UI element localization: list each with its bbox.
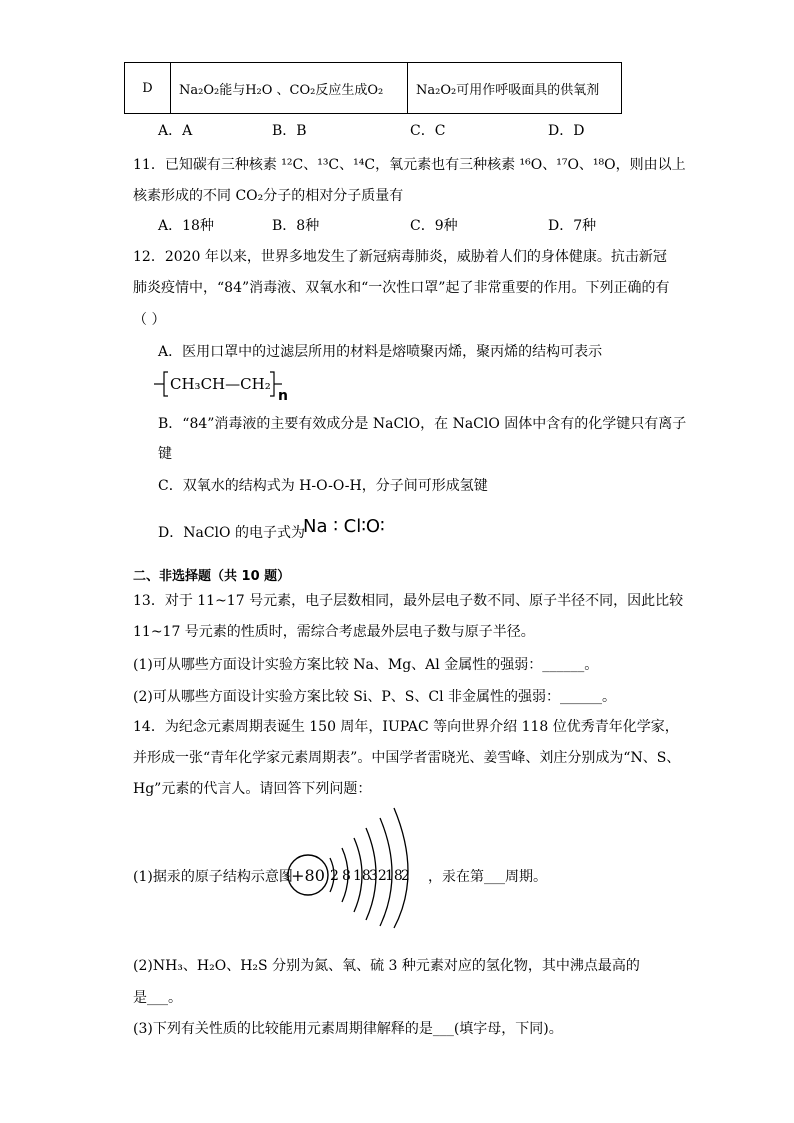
q10-choice-c[interactable]: C．C bbox=[410, 123, 446, 139]
q10-choice-d[interactable]: D．D bbox=[548, 123, 585, 139]
q12-stem-line1: 12．2020 年以来，世界多地发生了新冠病毒肺炎，威胁着人们的身体健康。抗击新冠 bbox=[133, 249, 667, 265]
q11-choice-c[interactable]: C．9种 bbox=[410, 218, 458, 234]
q13-part1: (1)可从哪些方面设计实验方案比较 Na、Mg、Al 金属性的强弱：______。 bbox=[133, 657, 599, 673]
shell-count-6: 2 bbox=[401, 868, 410, 884]
q13-stem-line2: 11~17 号元素的性质时，需综合考虑最外层电子数与原子半径。 bbox=[133, 624, 535, 640]
shell-count-2: 8 bbox=[342, 868, 351, 884]
q14-part1-prefix: (1)据汞的原子结构示意图 bbox=[133, 869, 293, 885]
polypropylene-structure bbox=[154, 370, 294, 402]
q14-stem-line1: 14．为纪念元素周期表诞生 150 周年，IUPAC 等向世界介绍 118 位优秀青年化学家， bbox=[133, 719, 679, 735]
polymer-formula: CH₃CH—CH₂ bbox=[170, 375, 271, 393]
table-cell-label: D bbox=[125, 63, 171, 114]
shell-count-1: 2 bbox=[330, 868, 339, 884]
q14-part3: (3)下列有关性质的比较能用元素周期律解释的是___(填字母，下同)。 bbox=[133, 1021, 563, 1037]
option-table bbox=[124, 62, 622, 114]
q12-option-b-line1[interactable]: B．“84”消毒液的主要有效成分是 NaClO，在 NaClO 固体中含有的化学键只有离子 bbox=[158, 416, 687, 432]
q11-choice-b[interactable]: B．8种 bbox=[272, 218, 320, 234]
table-cell-use: Na₂O₂可用作呼吸面具的供氧剂 bbox=[408, 63, 622, 114]
q12-option-c[interactable]: C．双氧水的结构式为 H-O-O-H，分子间可形成氢键 bbox=[158, 478, 488, 494]
q12-option-d[interactable]: D．NaClO 的电子式为 bbox=[158, 525, 305, 541]
q11-choice-d[interactable]: D．7种 bbox=[548, 218, 597, 234]
q11-choice-a[interactable]: A．18种 bbox=[158, 218, 214, 234]
q11-stem-line1: 11．已知碳有三种核素 ¹²C、¹³C、¹⁴C，氧元素也有三种核素 ¹⁶O、¹⁷O、¹⁸O，则由以上 bbox=[133, 157, 686, 173]
q14-stem-line2: 并形成一张“青年化学家元素周期表”。中国学者雷晓光、姜雪峰、刘庄分别成为“N、S、 bbox=[133, 750, 681, 766]
q10-choice-b[interactable]: B．B bbox=[272, 123, 307, 139]
q13-stem-line1: 13．对于 11~17 号元素，电子层数相同，最外层电子数不同、原子半径不同，因此比较 bbox=[133, 593, 684, 609]
q13-part2: (2)可从哪些方面设计实验方案比较 Si、P、S、Cl 非金属性的强弱：______。 bbox=[133, 689, 616, 705]
q12-stem-line3: （ ） bbox=[133, 312, 166, 328]
nucleus-charge: +80 bbox=[291, 866, 325, 885]
q14-part1-suffix: ，汞在第___周期。 bbox=[428, 869, 547, 885]
q14-stem-line3: Hg”元素的代言人。请回答下列问题： bbox=[133, 781, 372, 797]
table-row bbox=[125, 63, 622, 114]
section-heading: 二、非选择题（共 10 题） bbox=[133, 569, 291, 584]
q14-part2-line1: (2)NH₃、H₂O、H₂S 分别为氮、氧、硫 3 种元素对应的氢化物，其中沸点最高的 bbox=[133, 958, 640, 974]
mercury-atom-diagram bbox=[286, 800, 426, 930]
q12-option-b-line2: 键 bbox=[158, 446, 172, 462]
q12-option-a[interactable]: A．医用口罩中的过滤层所用的材料是熔喷聚丙烯，聚丙烯的结构可表示 bbox=[158, 344, 603, 360]
shell-count-3: 18 bbox=[353, 868, 371, 884]
table-cell-desc: Na₂O₂能与H₂O 、CO₂反应生成O₂ bbox=[171, 63, 408, 114]
naclo-electron-formula: Na ∶ Cl∶O∶ bbox=[303, 516, 385, 537]
shell-count-4: 32 bbox=[369, 868, 387, 884]
q11-stem-line2: 核素形成的不同 CO₂分子的相对分子质量有 bbox=[133, 188, 404, 204]
shell-count-5: 18 bbox=[385, 868, 403, 884]
polymer-n: n bbox=[278, 388, 288, 402]
q14-part2-line2: 是___。 bbox=[133, 990, 182, 1006]
q10-choice-a[interactable]: A．A bbox=[158, 123, 193, 139]
q12-stem-line2: 肺炎疫情中，“84”消毒液、双氧水和“一次性口罩”起了非常重要的作用。下列正确的有 bbox=[133, 280, 670, 296]
